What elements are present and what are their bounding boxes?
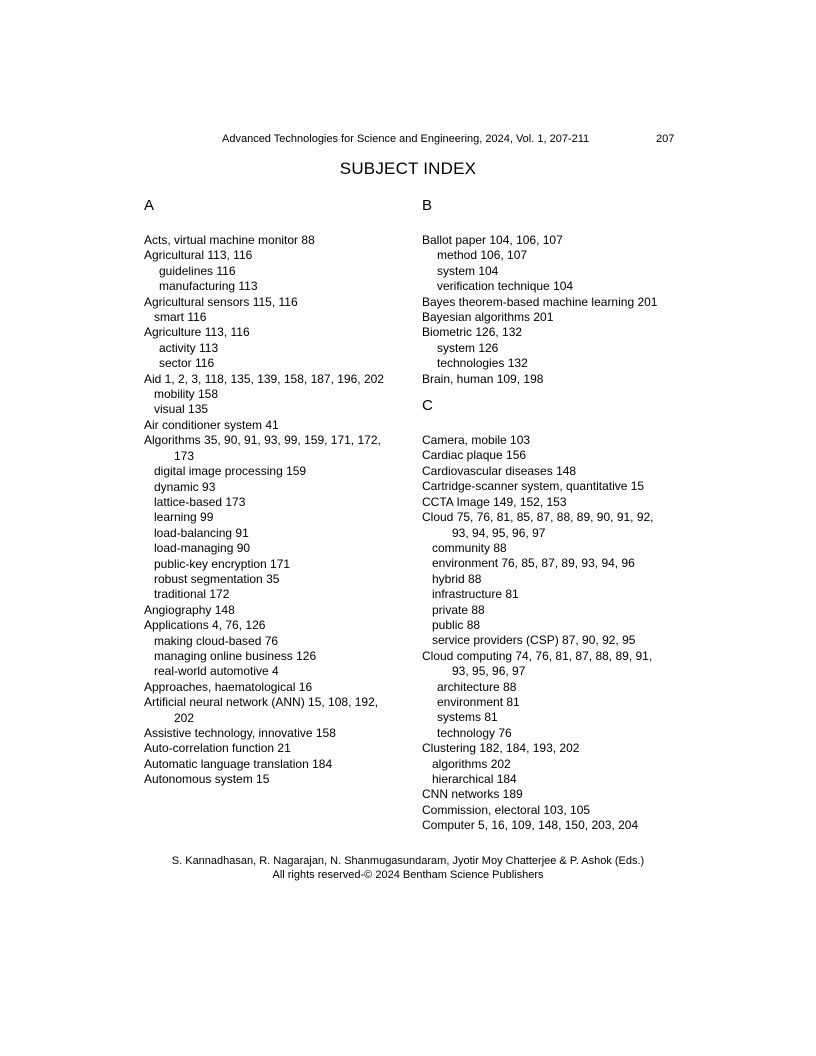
index-entry: Artificial neural network (ANN) 15, 108, 192, <box>144 695 379 710</box>
index-entry: Agriculture 113, 116 <box>144 325 250 340</box>
footer-editors: S. Kannadhasan, R. Nagarajan, N. Shanmugasundaram, Jyotir Moy Chatterjee & P. Ashok (Eds.) <box>171 855 645 867</box>
index-entry: Automatic language translation 184 <box>144 756 333 771</box>
index-subentry: managing online business 126 <box>154 648 317 663</box>
index-subentry: technology 76 <box>437 725 512 740</box>
index-subentry: infrastructure 81 <box>432 587 519 602</box>
entries-a <box>144 233 406 788</box>
index-entry: Clustering 182, 184, 193, 202 <box>422 741 580 756</box>
running-head: Advanced Technologies for Science and Engineering, 2024, Vol. 1, 207-211 <box>222 133 590 145</box>
index-subentry: systems 81 <box>437 710 498 725</box>
index-subentry: load-managing 90 <box>154 541 251 556</box>
index-subentry: private 88 <box>432 602 485 617</box>
section-letter-a: A <box>144 197 155 214</box>
index-entry: Bayes theorem-based machine learning 201 <box>422 294 658 309</box>
index-entry-continuation: 173 <box>174 448 195 463</box>
index-entry: CNN networks 189 <box>422 787 523 802</box>
index-entry: Agricultural sensors 115, 116 <box>144 294 298 309</box>
index-entry: Brain, human 109, 198 <box>422 371 544 386</box>
index-subentry: activity 113 <box>159 340 219 355</box>
index-subentry: verification technique 104 <box>437 279 574 294</box>
index-entry: Ballot paper 104, 106, 107 <box>422 233 563 247</box>
index-subentry: dynamic 93 <box>154 479 216 494</box>
index-subentry: sector 116 <box>159 356 215 371</box>
index-column-right <box>422 197 684 834</box>
index-entry: Camera, mobile 103 <box>422 433 531 448</box>
index-subentry: environment 81 <box>437 694 520 709</box>
index-subentry: service providers (CSP) 87, 90, 92, 95 <box>432 633 636 648</box>
index-subentry: system 104 <box>437 263 499 278</box>
entries-b <box>422 233 684 387</box>
index-subentry: load-balancing 91 <box>154 525 249 540</box>
index-entry: CCTA Image 149, 152, 153 <box>422 494 567 509</box>
index-entry: Air conditioner system 41 <box>144 417 279 432</box>
index-entry: Cardiovascular diseases 148 <box>422 463 577 478</box>
index-entry: Algorithms 35, 90, 91, 93, 99, 159, 171, 172, <box>144 433 381 448</box>
index-entry: Autonomous system 15 <box>144 772 270 787</box>
index-subentry: system 126 <box>437 340 499 355</box>
index-entry: Cloud computing 74, 76, 81, 87, 88, 89, 91, <box>422 648 653 663</box>
index-subentry: technologies 132 <box>437 356 528 371</box>
index-entry-continuation: 202 <box>174 710 195 725</box>
index-entry-continuation: 93, 94, 95, 96, 97 <box>452 525 546 540</box>
index-entry: Aid 1, 2, 3, 118, 135, 139, 158, 187, 196, 202 <box>144 371 384 386</box>
index-subentry: learning 99 <box>154 510 214 525</box>
index-entry: Cartridge-scanner system, quantitative 15 <box>422 479 645 494</box>
index-entry: Angiography 148 <box>144 602 235 617</box>
index-subentry: hybrid 88 <box>432 571 482 586</box>
index-entry: Bayesian algorithms 201 <box>422 310 554 325</box>
index-subentry: mobility 158 <box>154 387 219 402</box>
index-subentry: lattice-based 173 <box>154 494 246 509</box>
index-entry: Approaches, haematological 16 <box>144 679 313 694</box>
index-entry: Assistive technology, innovative 158 <box>144 726 336 740</box>
index-subentry: traditional 172 <box>154 587 230 602</box>
footer-rights: All rights reserved-© 2024 Bentham Science Publishers <box>272 869 544 881</box>
index-entry-continuation: 93, 95, 96, 97 <box>452 664 526 679</box>
page-title: SUBJECT INDEX <box>339 159 477 178</box>
index-subentry: manufacturing 113 <box>159 279 258 294</box>
index-entry: Biometric 126, 132 <box>422 325 523 340</box>
index-entry: Cloud 75, 76, 81, 85, 87, 88, 89, 90, 91, 92, <box>422 510 654 525</box>
index-subentry: public 88 <box>432 617 481 632</box>
index-entry: Cardiac plaque 156 <box>422 448 527 463</box>
index-subentry: environment 76, 85, 87, 89, 93, 94, 96 <box>432 556 635 571</box>
section-letter-b: B <box>422 197 433 214</box>
index-section-a <box>144 197 406 788</box>
index-subentry: digital image processing 159 <box>154 464 307 479</box>
index-subentry: real-world automotive 4 <box>154 664 279 679</box>
index-entry: Commission, electoral 103, 105 <box>422 802 591 817</box>
index-entry: Acts, virtual machine monitor 88 <box>144 233 315 247</box>
index-subentry: algorithms 202 <box>432 756 511 771</box>
page-number: 207 <box>656 133 675 145</box>
index-section-b <box>422 197 684 387</box>
index-subentry: community 88 <box>432 540 507 555</box>
index-subentry: guidelines 116 <box>159 263 236 278</box>
entries-c <box>422 433 684 834</box>
index-section-c <box>422 397 684 834</box>
index-subentry: architecture 88 <box>437 679 517 694</box>
index-subentry: hierarchical 184 <box>432 772 517 786</box>
index-subentry: making cloud-based 76 <box>154 633 279 648</box>
index-subentry: public-key encryption 171 <box>154 556 291 571</box>
index-column-left <box>144 197 406 788</box>
section-letter-c: C <box>422 397 433 415</box>
index-subentry: smart 116 <box>154 310 207 325</box>
index-entry: Auto-correlation function 21 <box>144 741 291 756</box>
index-subentry: visual 135 <box>154 402 209 417</box>
index-entry: Computer 5, 16, 109, 148, 150, 203, 204 <box>422 818 639 833</box>
index-subentry: method 106, 107 <box>437 248 528 263</box>
index-entry: Agricultural 113, 116 <box>144 248 253 263</box>
index-entry: Applications 4, 76, 126 <box>144 618 266 633</box>
index-subentry: robust segmentation 35 <box>154 571 280 586</box>
